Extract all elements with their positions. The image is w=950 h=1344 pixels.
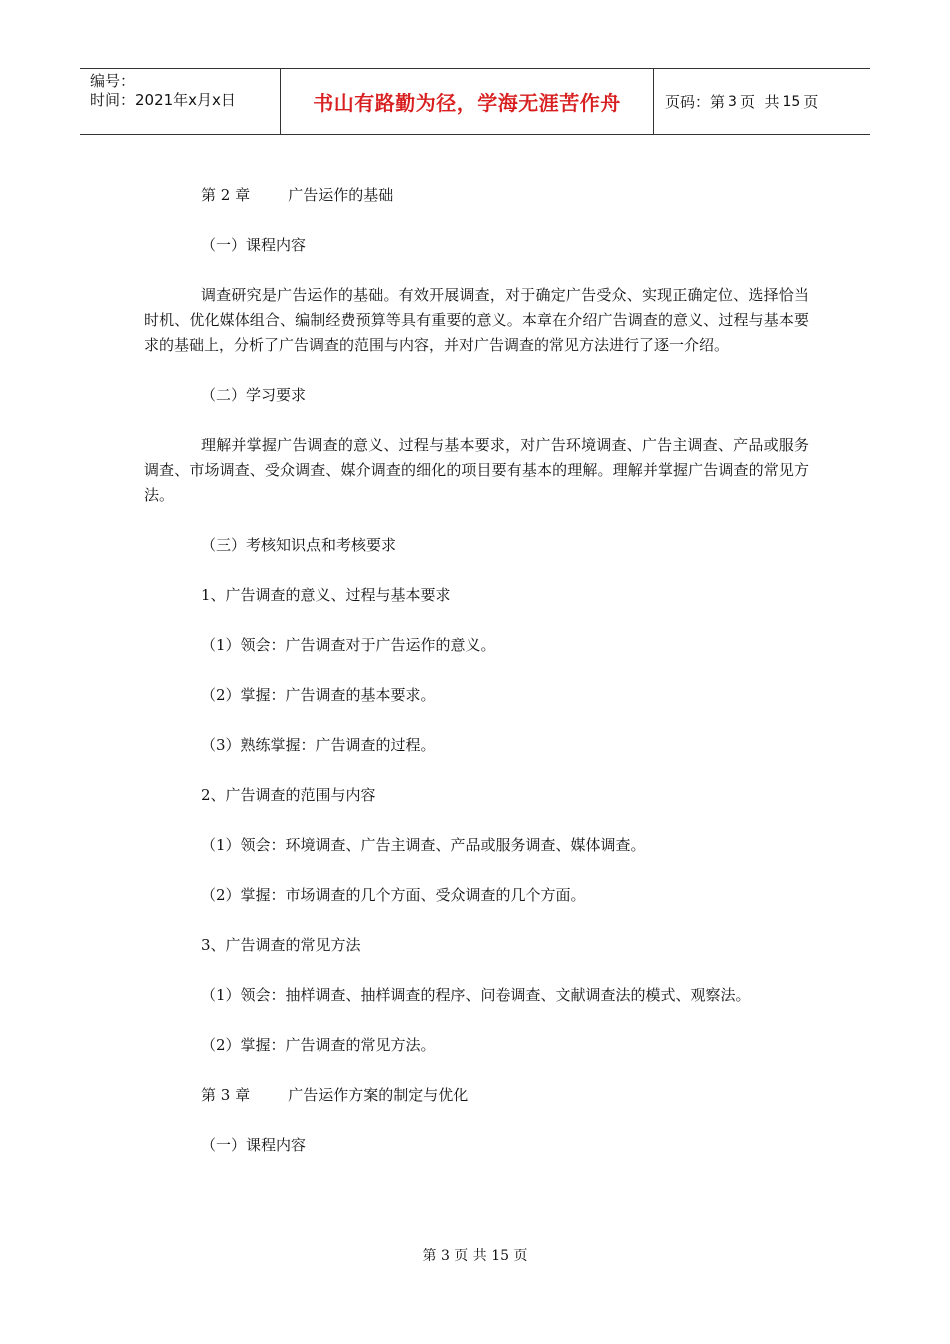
section-heading-course-content: （一）课程内容 xyxy=(201,1136,307,1154)
list-item: （2）掌握：广告调查的常见方法。 xyxy=(201,1036,436,1054)
list-item: 2、广告调查的范围与内容 xyxy=(201,786,376,804)
section-heading-course-content: （一）课程内容 xyxy=(201,236,307,254)
paragraph-course-content: 调查研究是广告运作的基础。有效开展调查，对于确定广告受众、实现正确定位、选择恰当时机、优化媒体组合、编制经费预算等具有重要的意义。本章在介绍广告调查的意义、过程与基本要求的基础上，分析了广告调查的范围与内容，并对广告调查的常见方法进行了逐一介绍。 xyxy=(144,286,809,354)
header-motto: 书山有路勤为径，学海无涯苦作舟 xyxy=(281,69,654,134)
list-item: 1、广告调查的意义、过程与基本要求 xyxy=(201,586,451,604)
document-body xyxy=(144,183,809,1183)
page-info-suffix: 页 xyxy=(803,93,819,111)
document-time-label: 时间：2021年x月x日 xyxy=(90,91,236,109)
page-total-number: 15 xyxy=(782,93,801,110)
list-item: （1）领会：环境调查、广告主调查、产品或服务调查、媒体调查。 xyxy=(201,836,646,854)
list-item: （1）领会：抽样调查、抽样调查的程序、问卷调查、文献调查法的模式、观察法。 xyxy=(201,986,751,1004)
page-footer: 第 3 页 共 15 页 xyxy=(422,1248,528,1264)
list-item: （1）领会：广告调查对于广告运作的意义。 xyxy=(201,636,496,654)
section-heading-learning-requirements: （二）学习要求 xyxy=(201,386,307,404)
list-item: （2）掌握：广告调查的基本要求。 xyxy=(201,686,436,704)
list-item: （2）掌握：市场调查的几个方面、受众调查的几个方面。 xyxy=(201,886,586,904)
paragraph-learning-requirements: 理解并掌握广告调查的意义、过程与基本要求，对广告环境调查、广告主调查、产品或服务调查、市场调查、受众调查、媒介调查的细化的项目要有基本的理解。理解并掌握广告调查的常见方法。 xyxy=(144,436,809,504)
section-heading-assessment: （三）考核知识点和考核要求 xyxy=(201,536,397,554)
header-meta xyxy=(80,69,281,134)
page-header xyxy=(80,68,870,135)
page-info-prefix: 页码：第 xyxy=(665,93,726,111)
chapter-2-heading: 第 2 章 广告运作的基础 xyxy=(201,186,394,204)
page-current-number: 3 xyxy=(728,93,737,110)
chapter-3-heading: 第 3 章 广告运作方案的制定与优化 xyxy=(201,1086,469,1104)
list-item: 3、广告调查的常见方法 xyxy=(201,936,361,954)
document-number-label: 编号： xyxy=(90,72,136,90)
page-info-middle: 页 共 xyxy=(739,93,780,111)
header-page-info xyxy=(654,69,870,134)
list-item: （3）熟练掌握：广告调查的过程。 xyxy=(201,736,436,754)
